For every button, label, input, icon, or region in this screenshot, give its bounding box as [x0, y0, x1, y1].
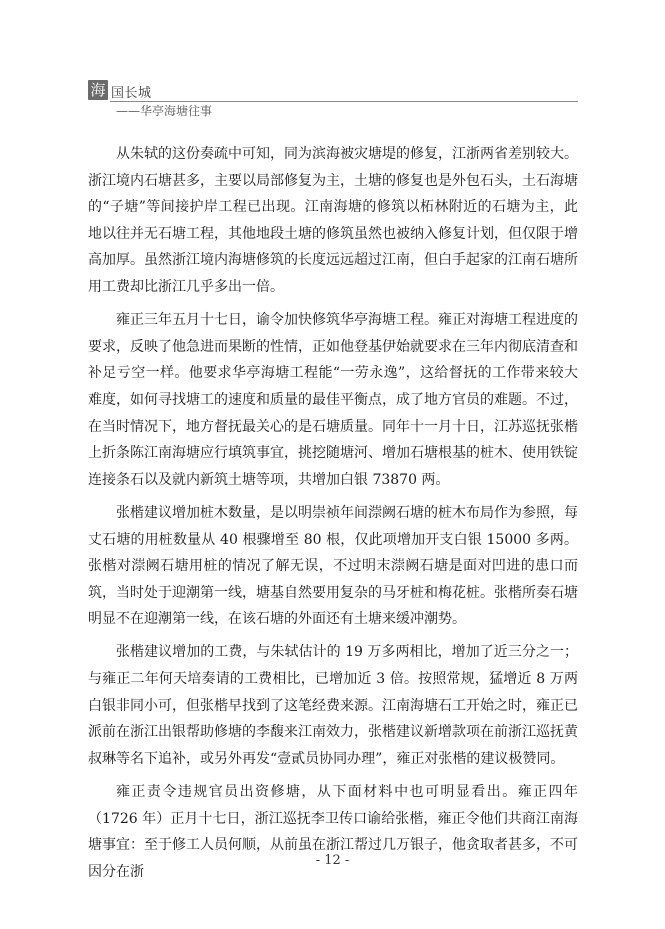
running-header [88, 78, 578, 118]
paragraph-3: 张楷建议增加桩木数量，是以明崇祯年间漴阙石塘的桩木布局作为参照，每丈石塘的用桩数量从 40 根骤增至 80 根，仅此项增加开支白银 15000 多两。张楷对漴阙石塘用桩的情况了解无误，不过明末漴阙石塘是面对凹进的患口而筑，当时处于迎潮第一线，塘基自然要用复杂的马牙桩和梅花桩。张楷所奏石塘明显不在迎潮第一线，在该石塘的外面还有土塘来缓冲潮势。 [88, 504, 578, 628]
page-number: - 12 - [315, 853, 350, 868]
paragraph-4: 张楷建议增加的工费，与朱轼估计的 19 万多两相比，增加了近三分之一；与雍正二年何天培奏请的工费相比，已增加近 3 倍。按照常规，猛增近 8 万两白银非同小可，但张楷早找到了这笔经费来源。江南海塘石工开始之时，雍正已派前在浙江出银帮助修塘的李馥来江南效力，张楷建议新增款项在前浙江巡抚黄叔琳等名下追补，或另外再发“壹貳员协同办理”，雍正对张楷的建议极赞同。 [88, 644, 578, 767]
header-subtitle: ——华亭海塘往事 [116, 104, 213, 118]
header-seal-logo: 海 [88, 80, 108, 100]
paragraph-1: 从朱轼的这份奏疏中可知，同为滨海被灾塘堤的修复，江浙两省差别较大。浙江境内石塘甚多，主要以局部修复为主，土塘的修复也是外包石头，土石海塘的“子塘”等间接护岸工程已出现。江南海塘的修筑以柘林附近的石塘为主，此地以往并无石塘工程，其他地段土塘的修筑虽然也被纳入修复计划，但仅限于增高加厚。虽然浙江境内海塘修筑的长度远远超过江南，但白手起家的江南石塘所用工费却比浙江几乎多出一倍。 [88, 146, 578, 295]
paragraph-5: 雍正责令违规官员出资修塘，从下面材料中也可明显看出。雍正四年（1726 年）正月十七日，浙江巡抚李卫传口谕给张楷，雍正令他们共商江南海塘事宜：至于修工人员何顺，从前虽在浙江帮过几万银子，他贪取者甚多，不可因分在浙 [88, 784, 578, 880]
body-text [88, 141, 578, 892]
paragraph-2: 雍正三年五月十七日，谕令加快修筑华亭海塘工程。雍正对海塘工程进度的要求，反映了他急进而果断的性情，正如他登基伊始就要求在三年内彻底清查和补足亏空一样。他要求华亭海塘工程能“一劳永逸”，这给督抚的工作带来较大难度，如何寻找塘工的速度和质量的最佳平衡点，成了地方官员的难题。不过，在当时情况下，地方督抚最关心的是石塘质量。同年十一月十日，江苏巡抚张楷上折条陈江南海塘应行填筑事宜，挑挖随塘河、增加石塘根基的桩木、使用铁锭连接条石以及就内新筑土塘等项，共增加白银 73870 两。 [88, 312, 578, 488]
header-title: 国长城 [111, 86, 152, 101]
